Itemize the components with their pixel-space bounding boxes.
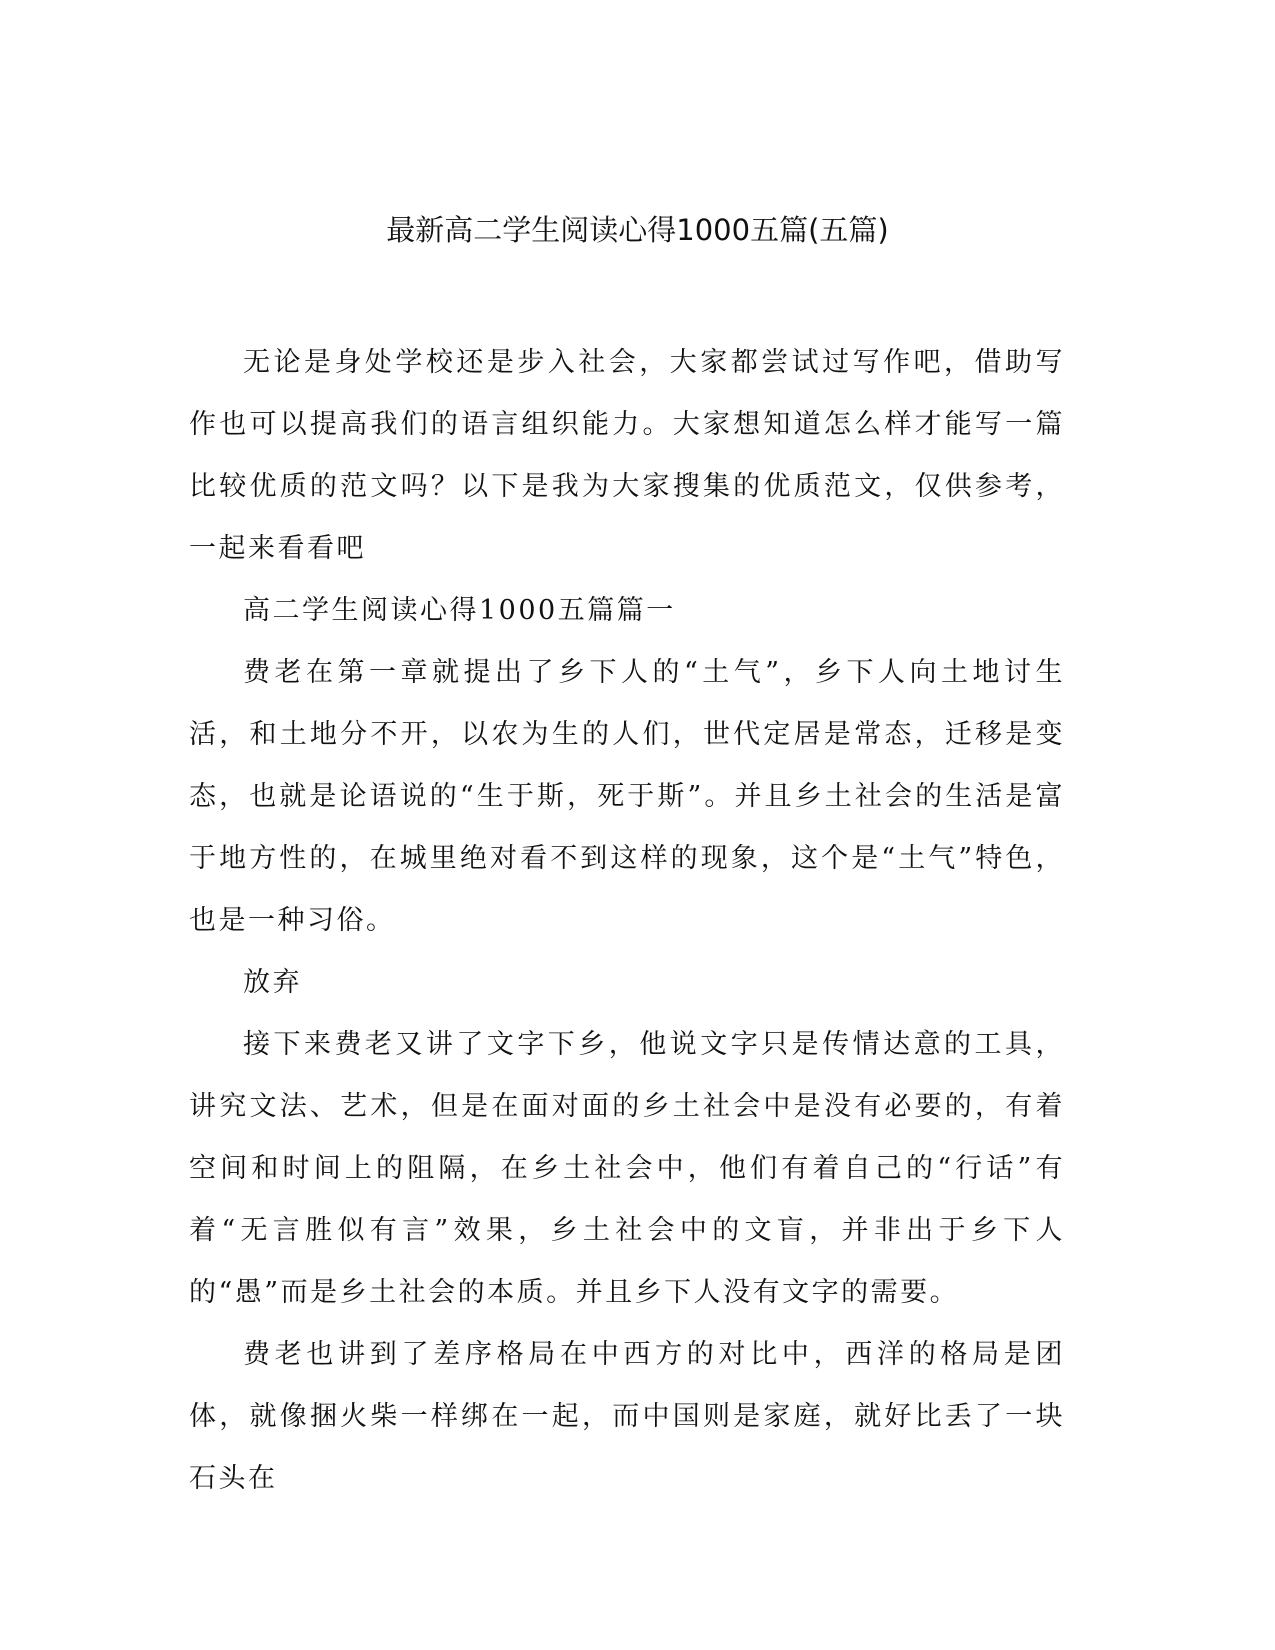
body-paragraph: 接下来费老又讲了文字下乡，他说文字只是传情达意的工具，讲究文法、艺术，但是在面对面的乡土社会中是没有必要的，有着空间和时间上的阻隔，在乡土社会中，他们有着自己的“行话”有着“无言胜似有言”效果，乡土社会中的文盲，并非出于乡下人的“愚”而是乡土社会的本质。并且乡下人没有文字的需要。 — [189, 1029, 1065, 1308]
body-paragraph: 放弃 — [243, 967, 302, 998]
body-paragraph: 费老在第一章就提出了乡下人的“土气”，乡下人向土地讨生活，和土地分不开，以农为生的人们，世代定居是常态，迁移是变态，也就是论语说的“生于斯，死于斯”。并且乡土社会的生活是富于地方性的，在城里绝对看不到这样的现象，这个是“土气”特色，也是一种习俗。 — [189, 657, 1065, 936]
section-heading: 高二学生阅读心得1000五篇篇一 — [243, 595, 676, 626]
document-body — [189, 332, 1065, 1510]
document-title: 最新高二学生阅读心得1000五篇(五篇) — [386, 213, 889, 247]
intro-paragraph: 无论是身处学校还是步入社会，大家都尝试过写作吧，借助写作也可以提高我们的语言组织能力。大家想知道怎么样才能写一篇比较优质的范文吗？以下是我为大家搜集的优质范文，仅供参考，一起来看看吧 — [189, 347, 1065, 564]
body-paragraph: 费老也讲到了差序格局在中西方的对比中，西洋的格局是团体，就像捆火柴一样绑在一起，而中国则是家庭，就好比丢了一块石头在 — [189, 1339, 1065, 1494]
